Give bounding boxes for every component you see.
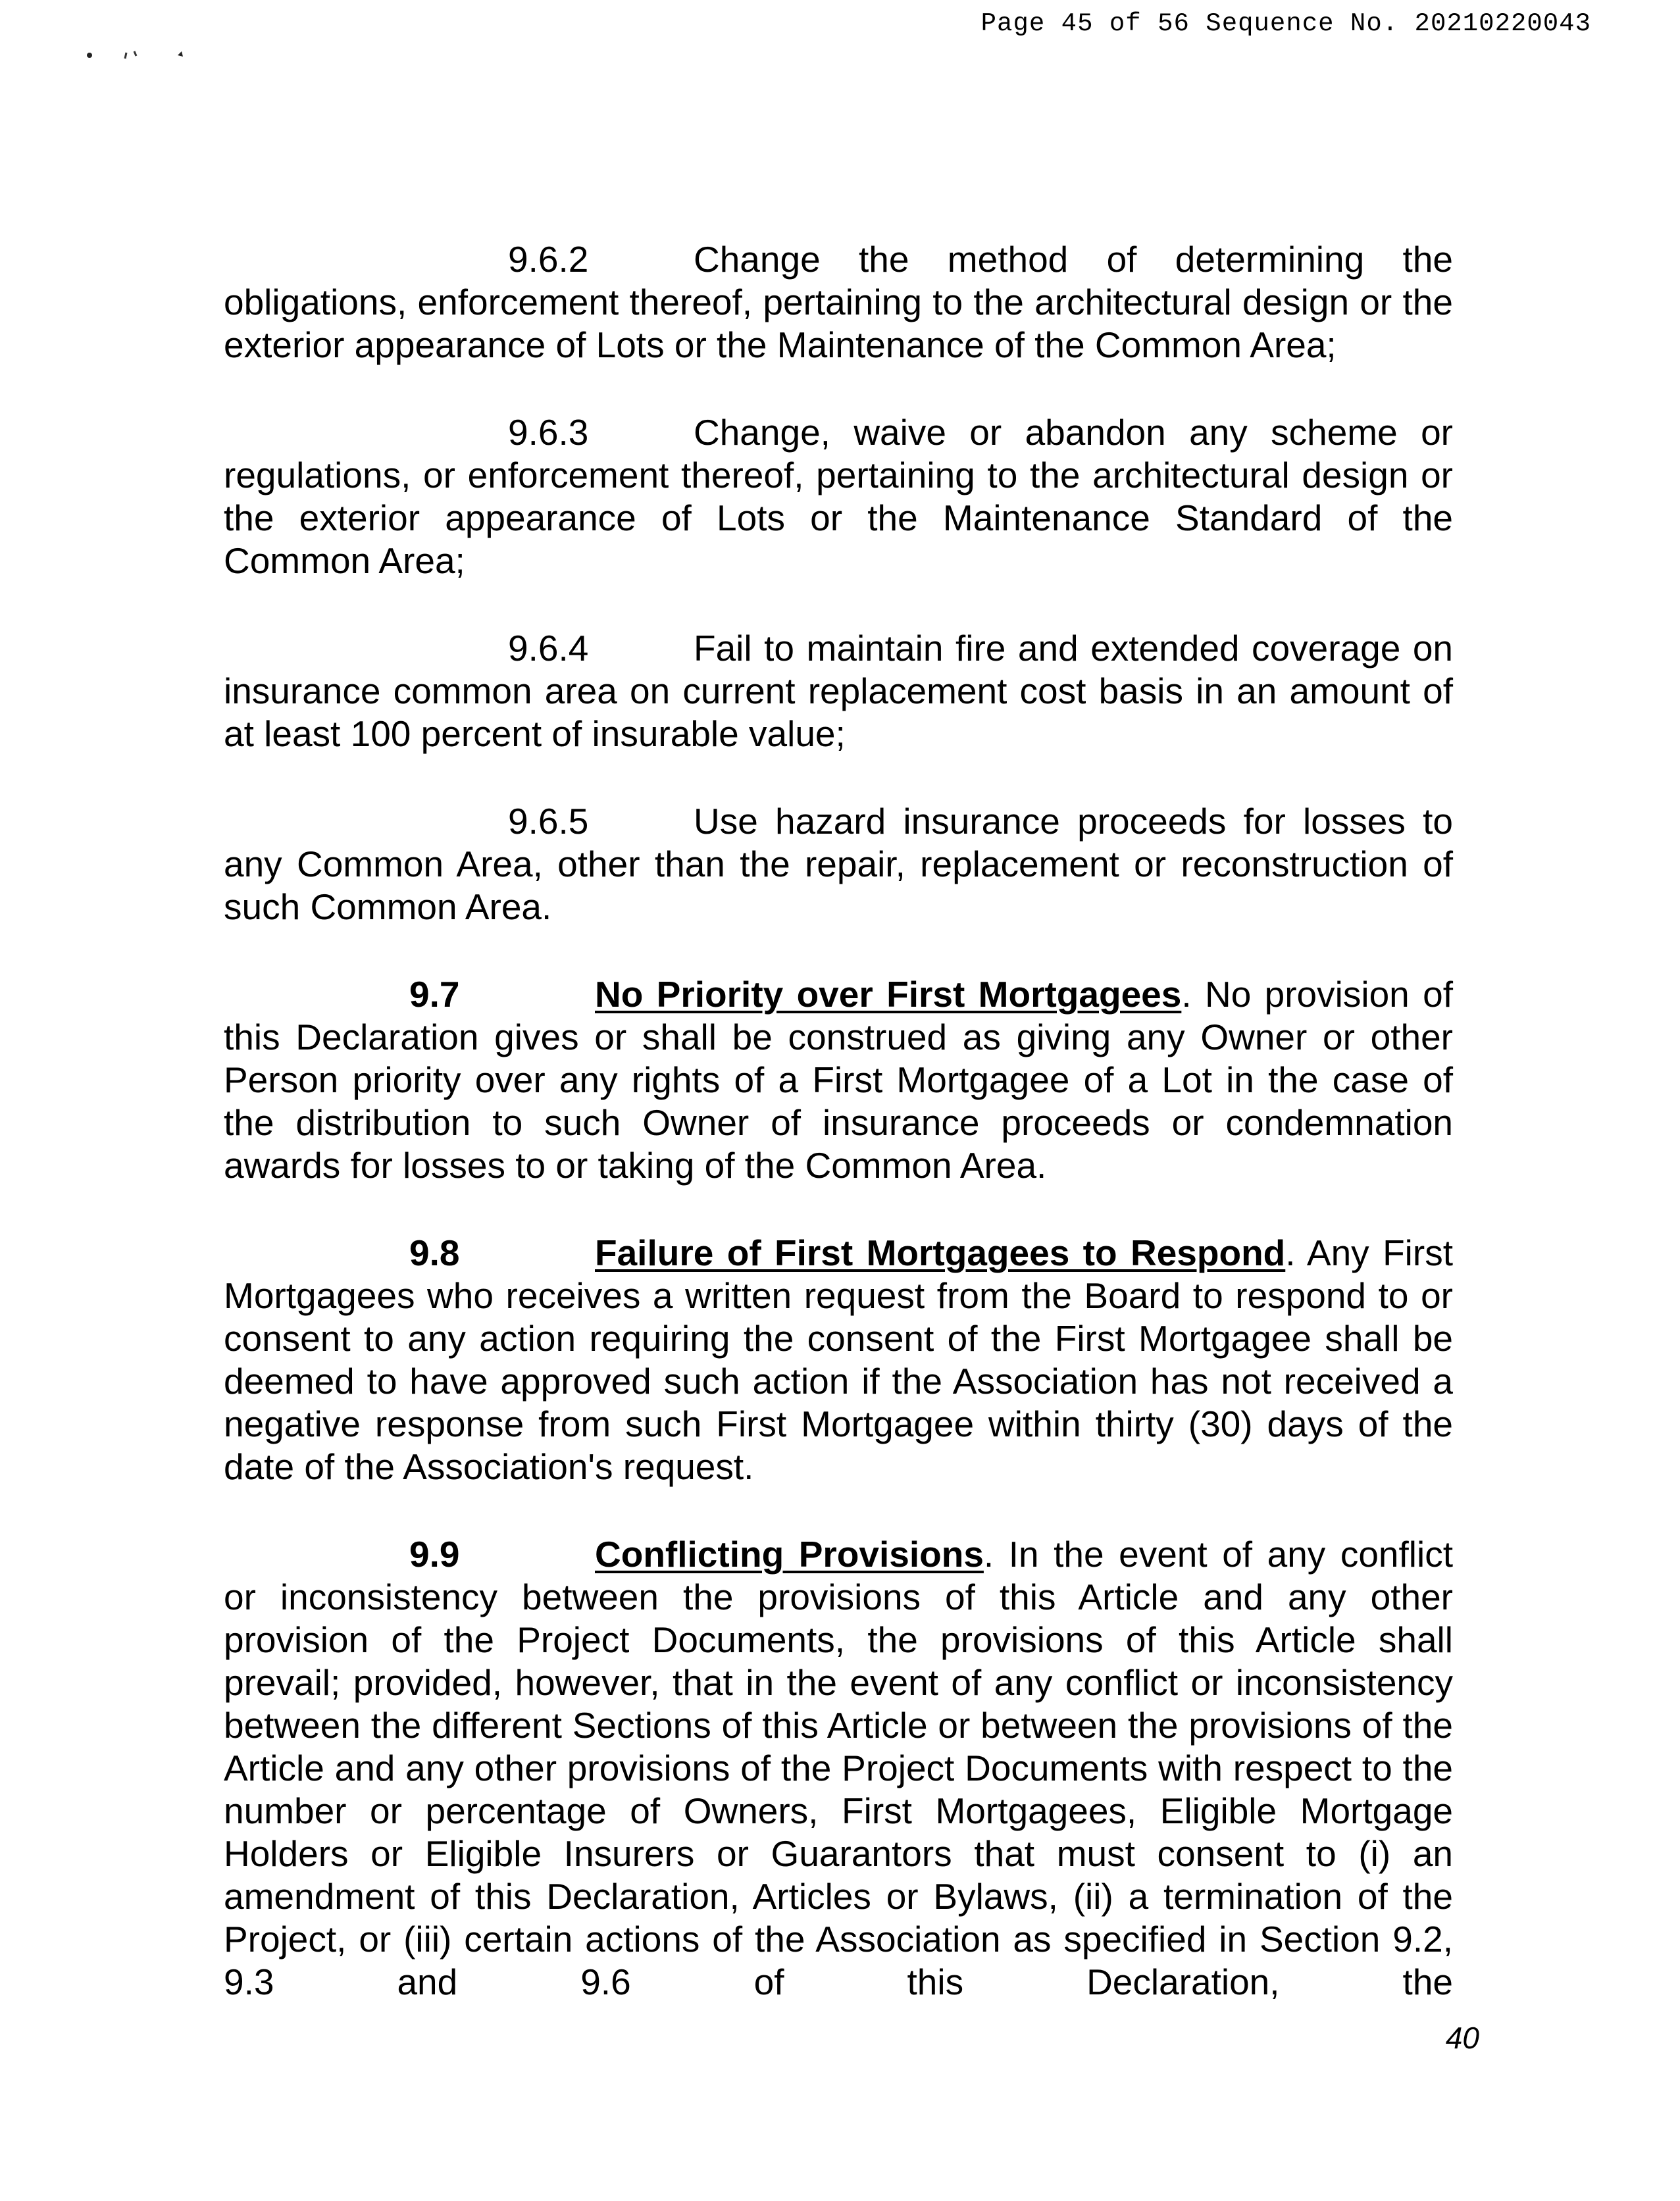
section-number: 9.7 [409,974,460,1015]
subsection-9-6-2 [224,238,1453,367]
subsection-number: 9.6.3 [508,412,589,453]
section-text: . No provision of this Declaration gives or shall be construed as giving any Owner or other Person priority over any rights of a First Mortgagee of a Lot in the case of the distribution to such Owner of insurance proceeds or condemnation awards for losses to or taking of the Common Area. [224,974,1453,1186]
section-number: 9.9 [409,1534,460,1575]
section-heading: No Priority over First Mortgagees [595,974,1182,1015]
page-number: 40 [1445,2021,1479,2055]
subsection-9-6-4 [224,627,1453,755]
section-number: 9.8 [409,1232,460,1273]
subsection-9-6-3 [224,411,1453,582]
section-heading: Conflicting Provisions [595,1534,984,1575]
subsection-text: Fail to maintain fire and extended coverage on insurance common area on current replacement cost basis in an amount of at least 100 percent of insurable value; [224,628,1453,754]
subsection-text: Use hazard insurance proceeds for losses to any Common Area, other than the repair, replacement or reconstruction of such Common Area. [224,801,1453,927]
subsection-number: 9.6.2 [508,239,589,280]
section-9-8 [224,1232,1453,1488]
section-9-9 [224,1533,1453,2004]
subsection-text: Change, waive or abandon any scheme or regulations, or enforcement thereof, pertaining to the architectural design or the exterior appearance of Lots or the Maintenance Standard of the Common Area; [224,412,1453,581]
subsection-text: Change the method of determining the obligations, enforcement thereof, pertaining to the architectural design or the exterior appearance of Lots or the Maintenance of the Common Area; [224,239,1453,365]
section-heading: Failure of First Mortgagees to Respond [595,1232,1286,1273]
section-text: . In the event of any conflict or inconsistency between the provisions of this Article and any other provision of the Project Documents, the provisions of this Article shall prevail; provided, however, that in the event of any conflict or inconsistency between the different Sections of this Article or between the provisions of the Article and any other provisions of the Project Documents with respect to the number or percentage of Owners, First Mortgagees, Eligible Mortgage Holders or Eligible Insurers or Guarantors that must consent to (i) an amendment of this Declaration, Articles or Bylaws, (ii) a termination of the Project, or (iii) certain actions of the Association as specified in Section 9.2, 9.3 and 9.6 of this Declaration, the [224,1534,1453,2002]
page-sequence-stamp: Page 45 of 56 Sequence No. 20210220043 [980,9,1591,38]
subsection-number: 9.6.5 [508,801,589,842]
scan-artifact [86,47,191,61]
section-text: . Any First Mortgagees who receives a written request from the Board to respond to or consent to any action requiring the consent of the First Mortgagee shall be deemed to have approved such action if the Association has not received a negative response from such First Mortgagee within thirty (30) days of the date of the Association's request. [224,1232,1453,1487]
section-9-7 [224,973,1453,1187]
subsection-number: 9.6.4 [508,628,589,669]
document-body [224,238,1453,2004]
subsection-9-6-5 [224,800,1453,928]
